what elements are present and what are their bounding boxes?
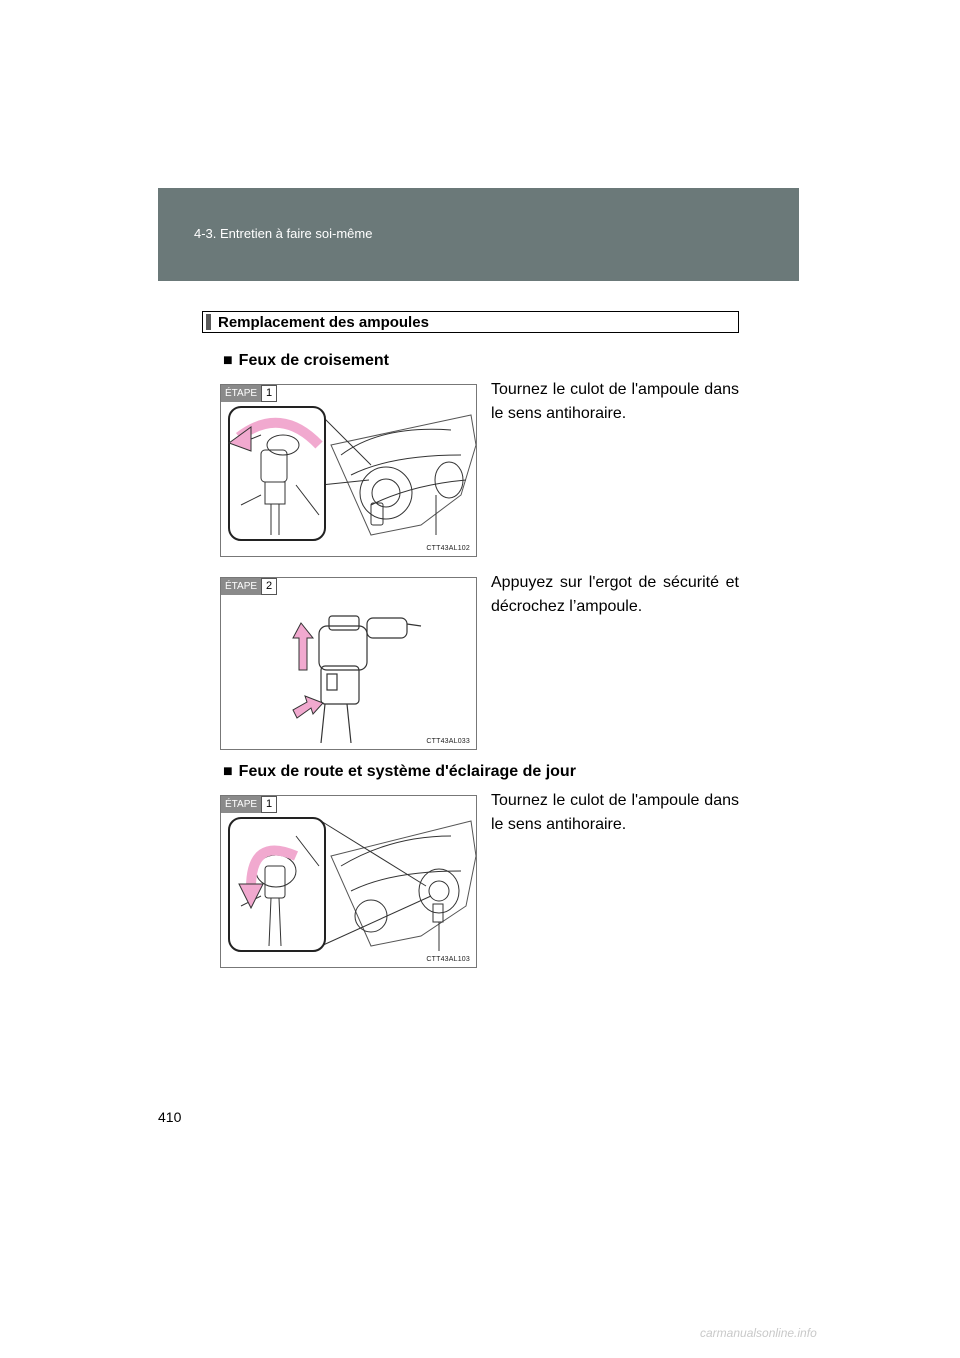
section-title: Remplacement des ampoules	[218, 314, 429, 331]
low-beam-step1-illustration	[221, 385, 477, 557]
section-bar-marker	[206, 314, 211, 330]
instruction-high-beam-step-1: Tournez le culot de l'ampoule dans le sens antihoraire.	[491, 792, 739, 833]
step-badge	[221, 385, 277, 402]
square-bullet-icon: ■	[223, 763, 233, 780]
instruction-step-1: Tournez le culot de l'ampoule dans le sens antihoraire.	[491, 381, 739, 422]
step-number: 1	[261, 796, 277, 813]
figure-code: CTT43AL033	[426, 738, 470, 745]
square-bullet-icon: ■	[223, 352, 233, 369]
figure-low-beam-step-1	[220, 384, 477, 557]
bulb-release-illustration	[221, 578, 477, 750]
figure-low-beam-step-2	[220, 577, 477, 750]
instruction-step-2: Appuyez sur l'ergot de sécurité et décrochez l’ampoule.	[491, 574, 739, 615]
watermark: carmanualsonline.info	[700, 1326, 817, 1340]
figure-high-beam-step-1	[220, 795, 477, 968]
step-label: ÉTAPE	[221, 385, 261, 402]
step-number: 2	[261, 578, 277, 595]
step-label: ÉTAPE	[221, 796, 261, 813]
step-label: ÉTAPE	[221, 578, 261, 595]
figure-code: CTT43AL103	[426, 956, 470, 963]
section-title-box	[202, 311, 739, 333]
figure-code: CTT43AL102	[426, 545, 470, 552]
step-badge	[221, 578, 277, 595]
page-number: 410	[158, 1109, 182, 1125]
chapter-header-band	[158, 188, 799, 281]
high-beam-step1-illustration	[221, 796, 477, 968]
subheading-high-beam	[223, 763, 576, 781]
subheading-high-beam-text: Feux de route et système d'éclairage de jour	[238, 763, 576, 780]
step-number: 1	[261, 385, 277, 402]
subheading-low-beam	[223, 352, 389, 370]
subheading-low-beam-text: Feux de croisement	[238, 352, 389, 369]
breadcrumb: 4-3. Entretien à faire soi-même	[194, 226, 373, 241]
step-badge	[221, 796, 277, 813]
